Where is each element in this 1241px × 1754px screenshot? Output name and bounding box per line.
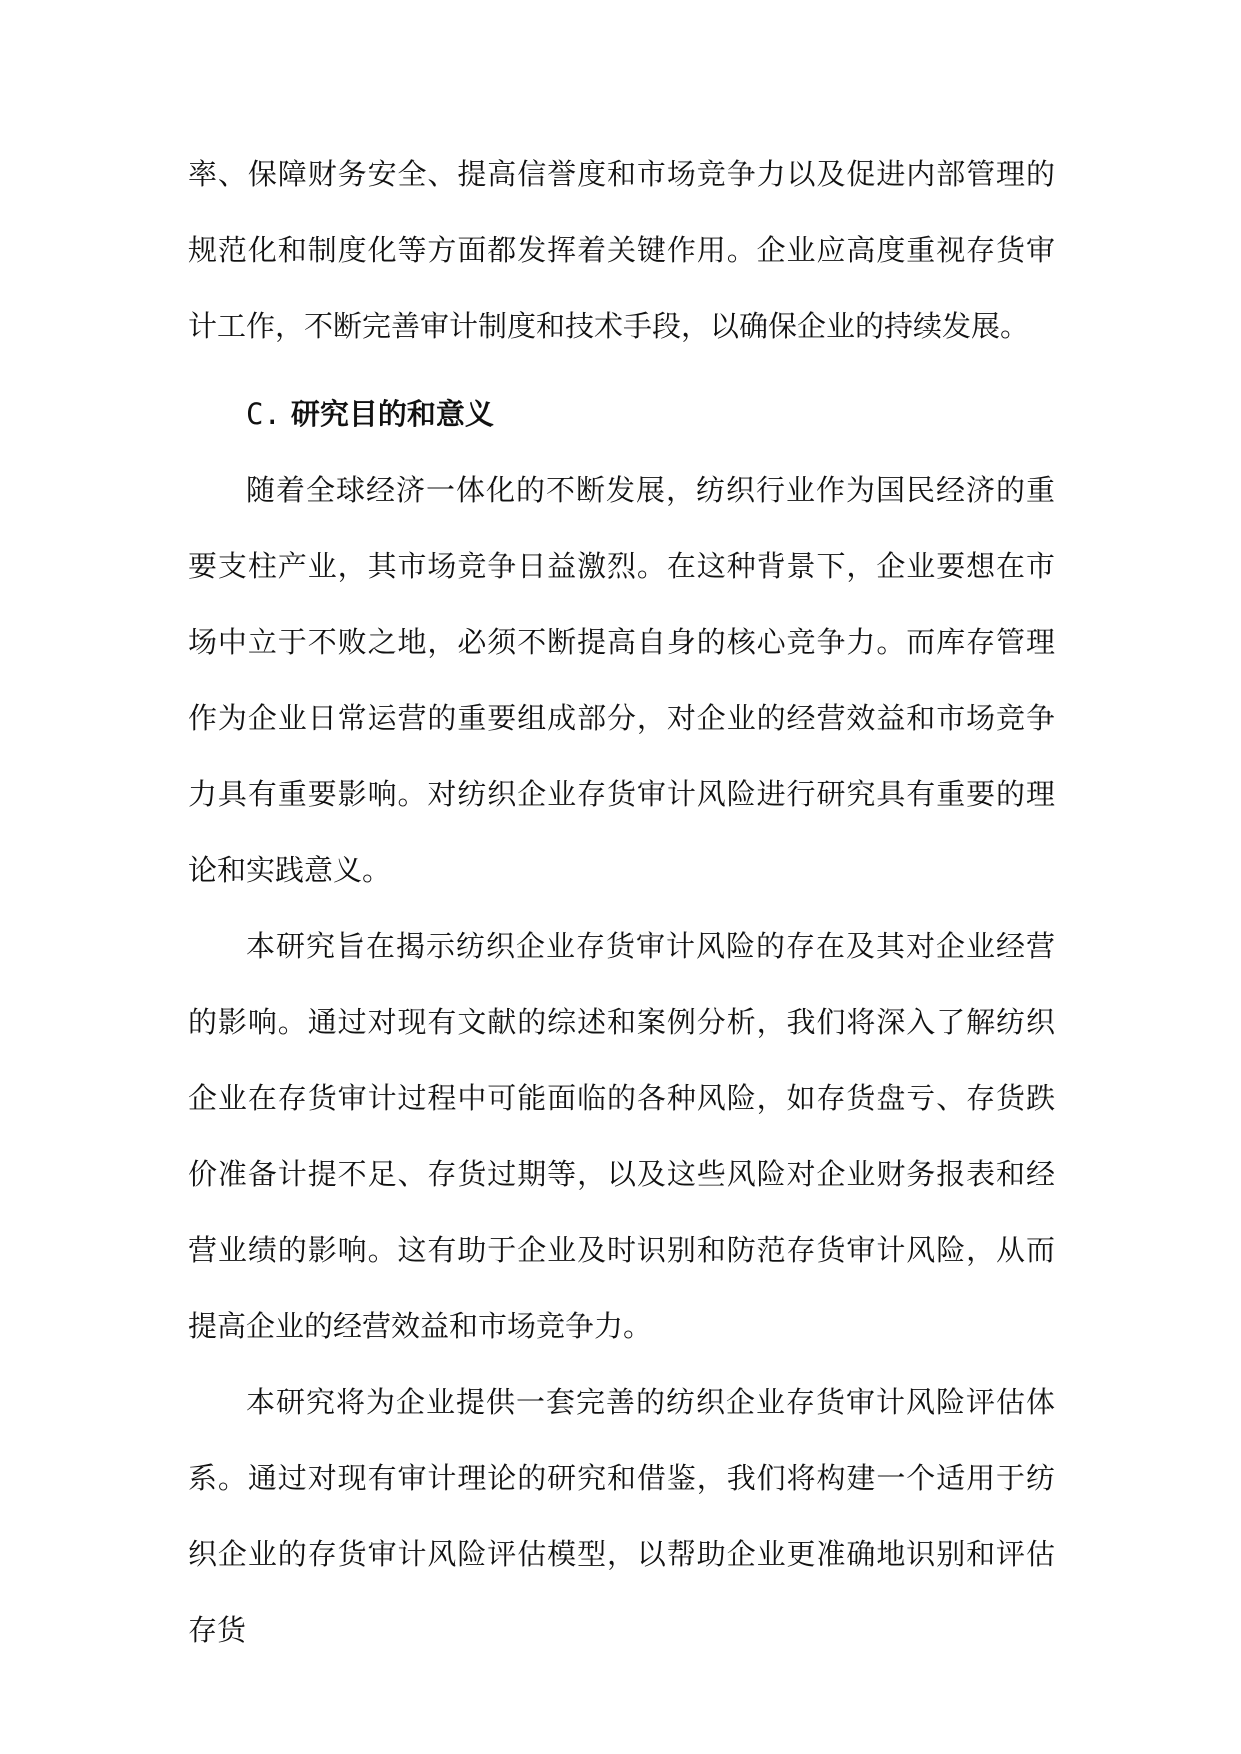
section-heading: [188, 376, 1055, 452]
paragraph-research-purpose: 本研究旨在揭示纺织企业存货审计风险的存在及其对企业经营的影响。通过对现有文献的综述和案例分析，我们将深入了解纺织企业在存货审计过程中可能面临的各种风险，如存货盘亏、存货跌价准备计提不足、存货过期等，以及这些风险对企业财务报表和经营业绩的影响。这有助于企业及时识别和防范存货审计风险，从而提高企业的经营效益和市场竞争力。: [188, 929, 1055, 1343]
section-title: 研究目的和意义: [290, 397, 494, 431]
document-page: [188, 136, 1055, 1668]
section-number: C.: [246, 397, 281, 431]
paragraph-assessment-system: 本研究将为企业提供一套完善的纺织企业存货审计风险评估体系。通过对现有审计理论的研究和借鉴，我们将构建一个适用于纺织企业的存货审计风险评估模型，以帮助企业更准确地识别和评估存货: [188, 1385, 1055, 1647]
paragraph-continued: 率、保障财务安全、提高信誉度和市场竞争力以及促进内部管理的规范化和制度化等方面都发挥着关键作用。企业应高度重视存货审计工作，不断完善审计制度和技术手段，以确保企业的持续发展。: [188, 157, 1055, 343]
paragraph-research-background: 随着全球经济一体化的不断发展，纺织行业作为国民经济的重要支柱产业，其市场竞争日益激烈。在这种背景下，企业要想在市场中立于不败之地，必须不断提高自身的核心竞争力。而库存管理作为企业日常运营的重要组成部分，对企业的经营效益和市场竞争力具有重要影响。对纺织企业存货审计风险进行研究具有重要的理论和实践意义。: [188, 473, 1055, 887]
